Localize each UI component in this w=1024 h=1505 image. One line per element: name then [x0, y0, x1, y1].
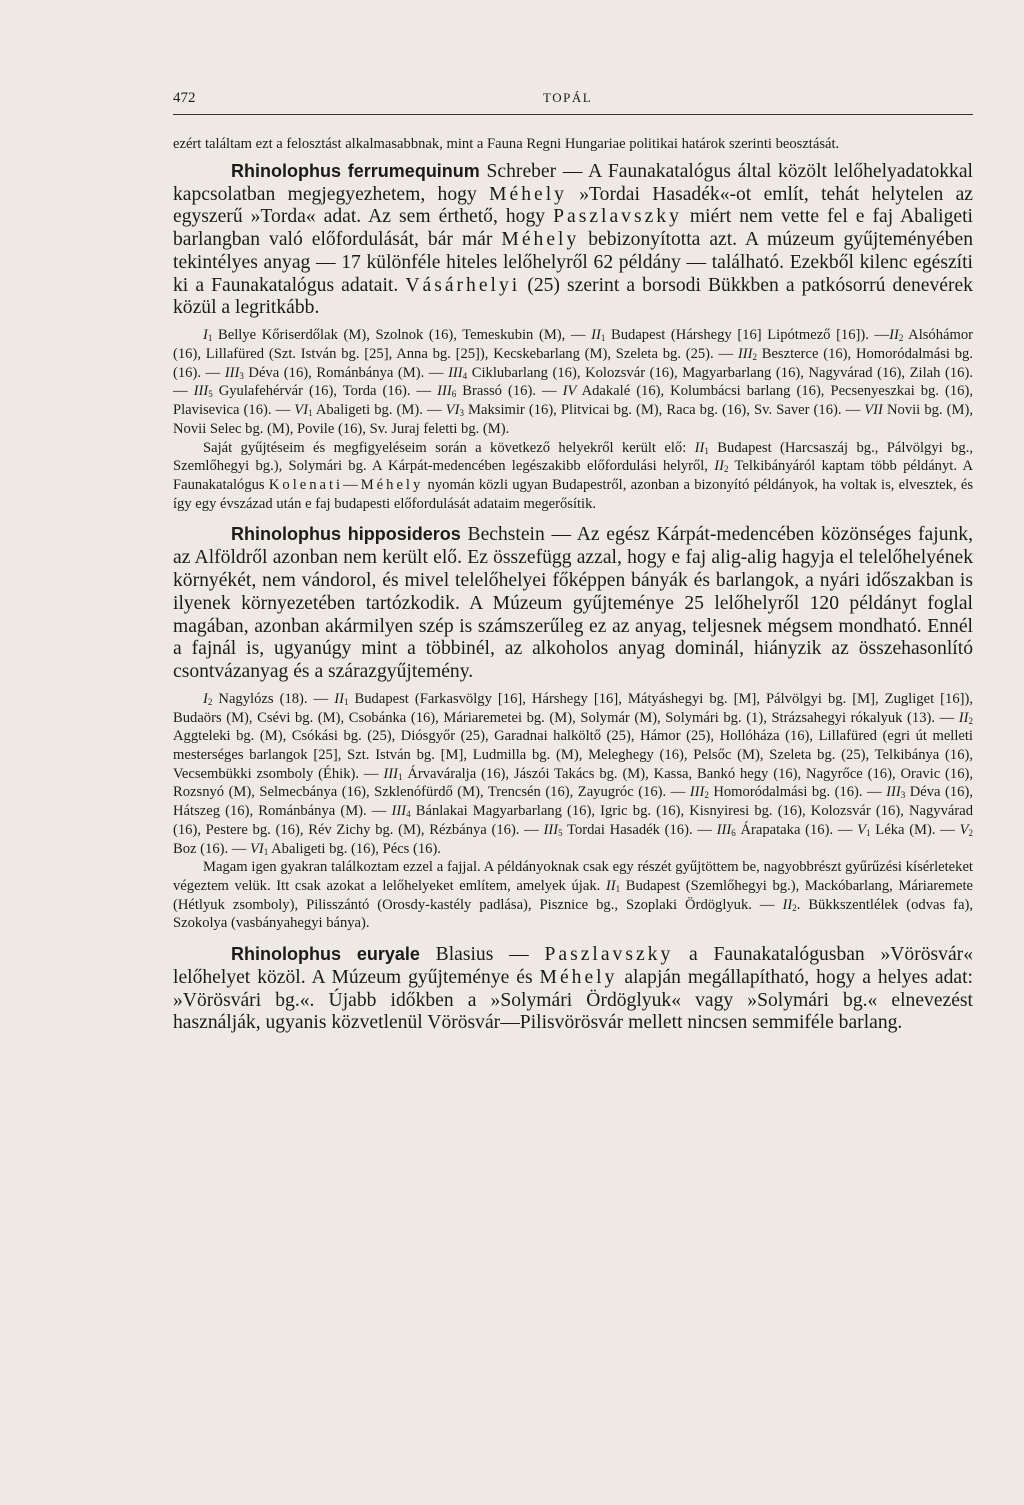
author-name: Paszlavszky [544, 944, 674, 966]
author-name: Méhely [501, 229, 580, 251]
hipposideros-own-records: Magam igen gyakran találkoztam ezzel a fajjal. A példányoknak csak egy részét gyűjtöttem be, nagyobbrészt gyűrűzési kísérleteket végeztem velük. Itt csak azokat a lelőhelyeket említem, amelyek újak. $II_1$ Budapest (Szemlőhegyi bg.), Mackóbarlang, Máriaremete (Hétlyuk zsomboly), Pilisszántó (Orosdy-kastély padlása), Pisznice bg., Szoplaki Ördöglyuk. — $II_2$. Bükkszentlélek (odvas fa), Szokolya (vasbányahegyi bánya). [173, 859, 973, 932]
species-name: Rhinolophus euryale [231, 944, 420, 965]
author-name: Paszlavszky [553, 206, 682, 228]
body-text [173, 135, 973, 1035]
running-head: TOPÁL [543, 90, 593, 105]
ferrumequinum-locality-list: $I_1$ Bellye Kőriserdőlak (M), Szolnok (16), Temeskubin (M), — $II_1$ Budapest (Hárshegy [16] Lipótmező [16]). $—II_2$ Alsóhámor (16), Lillafüred (Szt. István bg. [25], Anna bg. [25]), Kecskebarlang (M), Szeleta bg. (25). — $III_2$ Beszterce (16), Homoródalmási bg. (16). — $III_3$ Déva (16), Románbánya (M). — $III_4$ Ciklubarlang (16), Kolozsvár (16), Magyarbarlang (16), Nagyvárad (16), Zilah (16). — $III_5$ Gyulafehérvár (16), Torda (16). — $III_6$ Brassó (16). — IV Adakalé (16), Kolumbácsi barlang (16), Pecsenyeszkai bg. (16), Plavisevica (16). — $VI_1$ Abaligeti bg. (M). — $VI_3$ Maksimir (16), Plitvicai bg. (M), Raca bg. (16), Sv. Saver (16). — VII Novii bg. (M), Novii Selec bg. (M), Povile (16), Sv. Juraj feletti bg. (M). [173, 327, 974, 437]
author-name: Vásárhelyi [405, 274, 521, 296]
euryale-paragraph: Rhinolophus euryale Blasius — Paszlavszky a Faunakatalógusban »Vörösvár« lelőhelyet közöl. A Múzeum gyűjteménye és Méhely alapján megállapítható, hogy a helyes adat: »Vörösvári bg.«. Újabb időkben a »Solymári Ördöglyuk« vagy »Solymári bg.« elnevezést használják, ugyanis közvetlenül Vörösvár—Pilisvörösvár mellett nincsen semmiféle barlang. [173, 944, 973, 1034]
page-number: 472 [173, 90, 196, 106]
page-header [173, 88, 973, 115]
author-name: Méhely [539, 966, 618, 988]
species-name: Rhinolophus hipposideros [231, 524, 461, 545]
author-name: Méhely [489, 183, 567, 205]
author-name: Kolenati—Méhely [268, 476, 424, 493]
ferrumequinum-paragraph: Rhinolophus ferrumequinum Schreber — A Faunakatalógus által közölt lelőhelyadatokkal kapcsolatban megjegyezhetem, hogy Méhely »Tordai Hasadék«-ot említ, tehát helytelen az egyszerű »Torda« adat. Az sem érthető, hogy Paszlavszky miért nem vette fel e faj Abaligeti barlangban való előfordulását, bár már Méhely bebizonyította azt. A múzeum gyűjteményében tekintélyes anyag — 17 különféle hiteles lelőhelyről 62 példány — található. Ezekből kilenc egészíti ki a Faunakatalógus adatait. Vásárhelyi (25) szerint a borsodi Bükkben a patkósorrú denevérek közül a legritkább. [173, 160, 973, 319]
species-name: Rhinolophus ferrumequinum [231, 160, 480, 181]
ferrumequinum-own-records: Saját gyűjtéseim és megfigyeléseim során a következő helyekről került elő: $II_1$ Budapest (Harcsaszáj bg., Pálvölgyi bg., Szemlőhegyi bg.), Solymári bg. A Kárpát-medencében legészakibb előfordulási helyről, $II_2$ Telkibányáról kaptam több példányt. A Faunakatalógus Kolenati—Méhely nyomán közli ugyan Budapestről, azonban a bizonyító példányok, ha voltak is, elvesztek, és így egy évszázad után e faj budapesti előfordulását adataim megerősítik. [173, 439, 974, 512]
hipposideros-locality-list: $I_2$ Nagylózs (18). — $II_1$ Budapest (Farkasvölgy [16], Hárshegy [16], Mátyáshegyi bg. [M], Pálvölgyi bg. [M], Zugliget [16]), Budaörs (M), Csévi bg. (M), Csobánka (16), Máriaremetei bg. (M), Solymár (M), Solymári bg. (1), Strázsahegyi rókalyuk (13). — $II_2$ Aggteleki bg. (M), Csókási bg. (25), Diósgyőr (25), Garadnai halköltő (25), Hámor (25), Hollóháza (16), Lillafüred (egri út melleti mesterséges barlangok [25], Szt. István bg. [M], Ludmilla bg. (M), Meleghegy (16), Pelsőc (M), Szeleta bg. (25), Telkibánya (16), Vecsembükki zsomboly (Éhik). — $III_1$ Árvaváralja (16), Jászói Takács bg. (M), Kassa, Bankó hegy (16), Nagyrőce (16), Oravic (16), Rozsnyó (M), Selmecbánya (16), Szklenófürdő (M), Trencsén (16), Zayugróc (16). — $III_2$ Homoródalmási bg. (16). — $III_3$ Déva (16), Hátszeg (16), Románbánya (M). — $III_4$ Bánlakai Magyarbarlang (16), Igric bg. (16), Kisnyiresi bg. (16), Kolozsvár (16), Nagyvárad (16), Pestere bg. (16), Rév Zichy bg. (M), Rézbánya (16). — $III_5$ Tordai Hasadék (16). — $III_6$ Árapataka (16). — $V_1$ Léka (M). — $V_2$ Boz (16). — $VI_1$ Abaligeti bg. (16), Pécs (16). [173, 690, 974, 857]
intro-paragraph: ezért találtam ezt a felosztást alkalmasabbnak, mint a Fauna Regni Hungariae politikai határok szerinti beosztását. [173, 136, 840, 152]
hipposideros-paragraph: Rhinolophus hipposideros Bechstein — Az egész Kárpát-medencében közönséges fajunk, az Alföldről azonban nem került elő. Ez összefügg azzal, hogy e faj alig-alig hagyja el telelőhelyének környékét, nem vándorol, és mivel telelőhelyei főképpen bányák és barlangok, a nyári időszakban is ilyenek környezetében tartózkodik. A Múzeum gyűjteménye 25 lelőhelyről 120 példányt foglal magában, azonban akármilyen szép is számszerűleg ez az anyag, teljesnek mégsem mondható. Ennél a fajnál is, ugyanúgy mint a többinél, az alkoholos anyag dominál, hiányzik az összehasonlító csontvázanyag és a szárazgyűjtemény. [173, 524, 973, 683]
